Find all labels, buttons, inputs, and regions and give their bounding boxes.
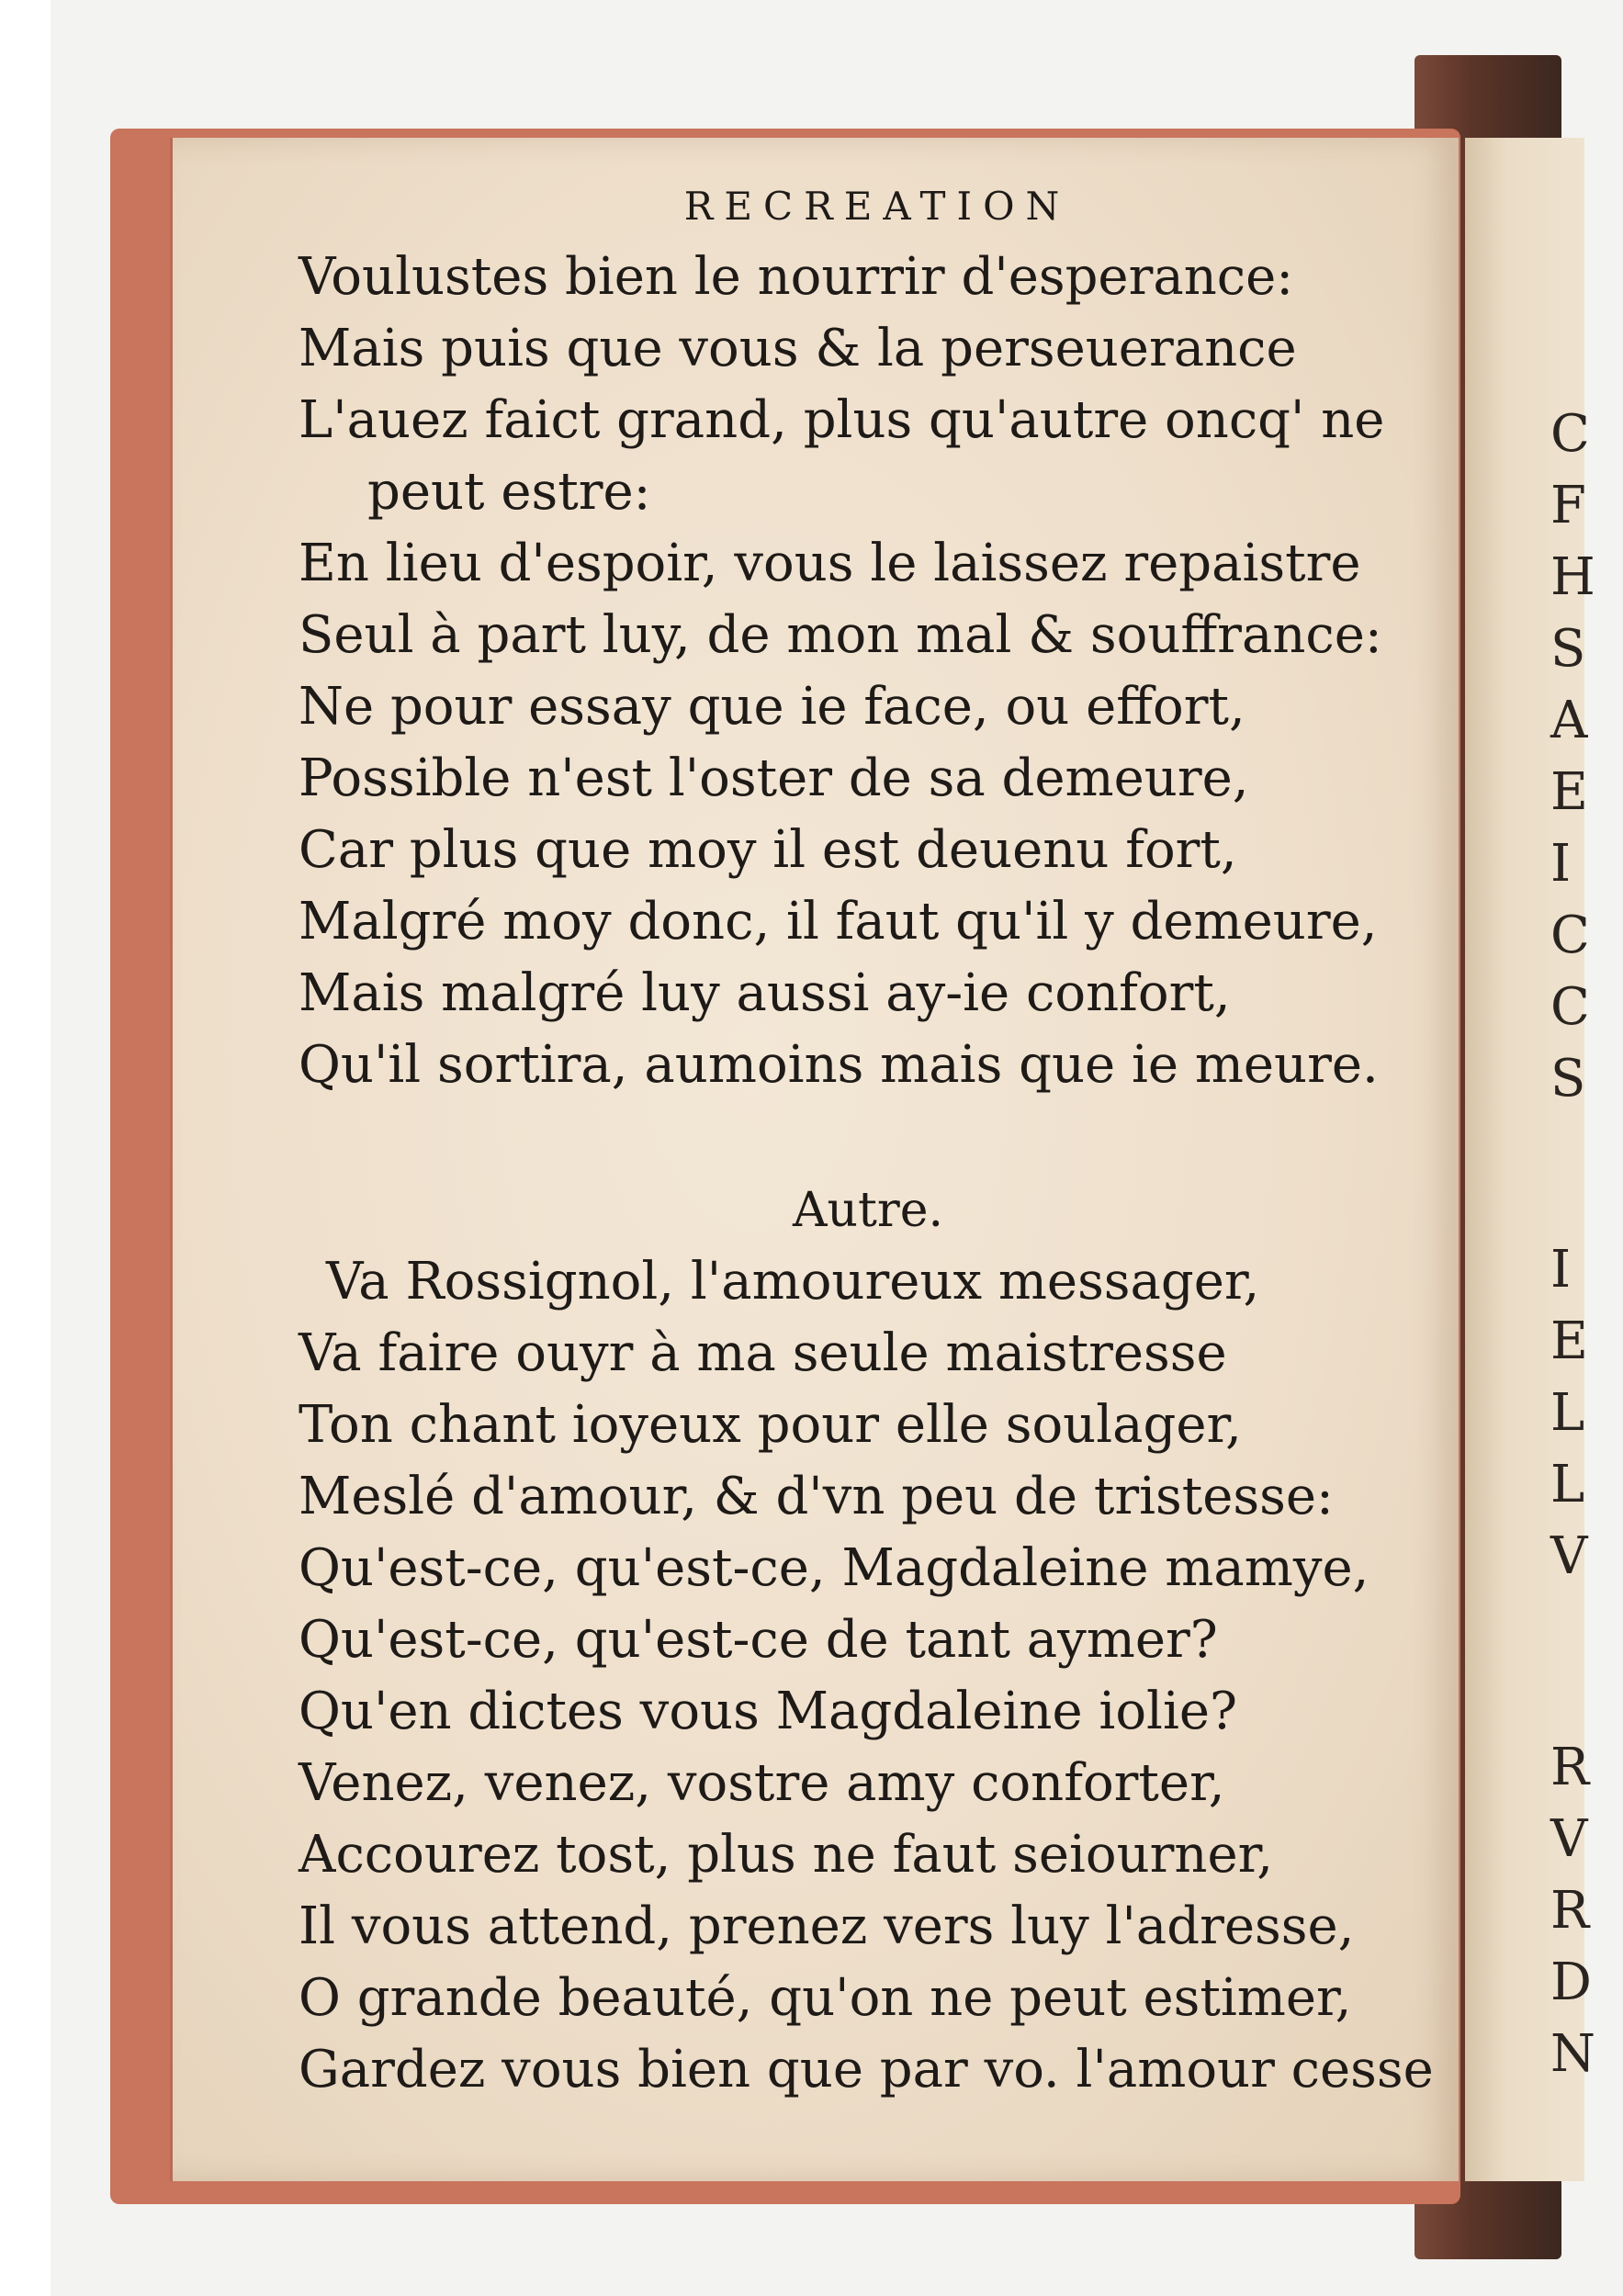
sliver-letter: A xyxy=(1550,691,1588,750)
verse-line: Va Rossignol, l'amoureux messager, xyxy=(326,1252,1260,1311)
verse-line: Qu'est-ce, qu'est-ce, Magdaleine mamye, xyxy=(299,1538,1369,1598)
verse-line: L'auez faict grand, plus qu'autre oncq' ne xyxy=(299,390,1385,450)
sliver-letter: E xyxy=(1550,1311,1588,1371)
sliver-letter: C xyxy=(1550,404,1590,464)
verse-line: Seul à part luy, de mon mal & souffrance: xyxy=(299,605,1382,665)
sliver-letter: L xyxy=(1550,1383,1585,1443)
verse-line: En lieu d'espoir, vous le laissez repaistre xyxy=(299,534,1361,593)
verse-line: Qu'est-ce, qu'est-ce de tant aymer? xyxy=(299,1610,1218,1670)
sliver-letter: L xyxy=(1550,1455,1585,1514)
verse-line: Venez, venez, vostre amy conforter, xyxy=(299,1753,1225,1813)
verse-line: Qu'en dictes vous Magdaleine iolie? xyxy=(299,1682,1238,1741)
verse-line: Ne pour essay que ie face, ou effort, xyxy=(299,677,1245,737)
running-head: RECREATION xyxy=(683,184,1071,229)
background-left xyxy=(0,0,51,2296)
sliver-letter: R xyxy=(1550,1738,1590,1797)
sliver-letter: S xyxy=(1550,1049,1586,1109)
sliver-letter: D xyxy=(1550,1953,1592,2012)
sliver-letter: V xyxy=(1550,1809,1588,1869)
verse-line: Accourez tost, plus ne faut seiourner, xyxy=(299,1825,1274,1885)
verse-line: Possible n'est l'oster de sa demeure, xyxy=(299,748,1249,808)
stanza-1 xyxy=(299,242,1437,1101)
sliver-letter: S xyxy=(1550,619,1586,679)
verse-line: Mais puis que vous & la perseuerance xyxy=(299,319,1297,378)
verse-line: O grande beauté, qu'on ne peut estimer, xyxy=(299,1968,1352,2028)
section-heading: Autre. xyxy=(792,1183,944,1238)
verse-line: Voulustes bien le nourrir d'esperance: xyxy=(299,247,1294,307)
sliver-letter: H xyxy=(1550,547,1595,607)
stanza-2 xyxy=(299,1246,1437,2106)
verse-line: Mais malgré luy aussi ay-ie confort, xyxy=(299,963,1231,1023)
sliver-letter: F xyxy=(1550,476,1586,535)
sliver-letter: V xyxy=(1550,1526,1588,1586)
sliver-letter: E xyxy=(1550,762,1588,822)
verse-line: Malgré moy donc, il faut qu'il y demeure, xyxy=(299,892,1378,951)
sliver-letter: C xyxy=(1550,977,1590,1037)
verse-line: Ton chant ioyeux pour elle soulager, xyxy=(299,1395,1242,1455)
verse-line: Qu'il sortira, aumoins mais que ie meure. xyxy=(299,1035,1379,1095)
verse-line: Meslé d'amour, & d'vn peu de tristesse: xyxy=(299,1467,1334,1526)
page-text xyxy=(299,184,1437,2106)
verse-line: Gardez vous bien que par vo. l'amour cesse xyxy=(299,2040,1434,2099)
sliver-letter: I xyxy=(1550,1240,1572,1300)
verse-line: Il vous attend, prenez vers luy l'adresse, xyxy=(299,1896,1355,1956)
sliver-letter: N xyxy=(1550,2024,1595,2084)
sliver-letter: R xyxy=(1550,1881,1590,1941)
sliver-letter: C xyxy=(1550,906,1590,965)
sliver-letter: I xyxy=(1550,834,1572,894)
verse-line: Va faire ouyr à ma seule maistresse xyxy=(299,1323,1227,1383)
verse-line: peut estre: xyxy=(367,462,651,522)
verse-line: Car plus que moy il est deuenu fort, xyxy=(299,820,1237,880)
